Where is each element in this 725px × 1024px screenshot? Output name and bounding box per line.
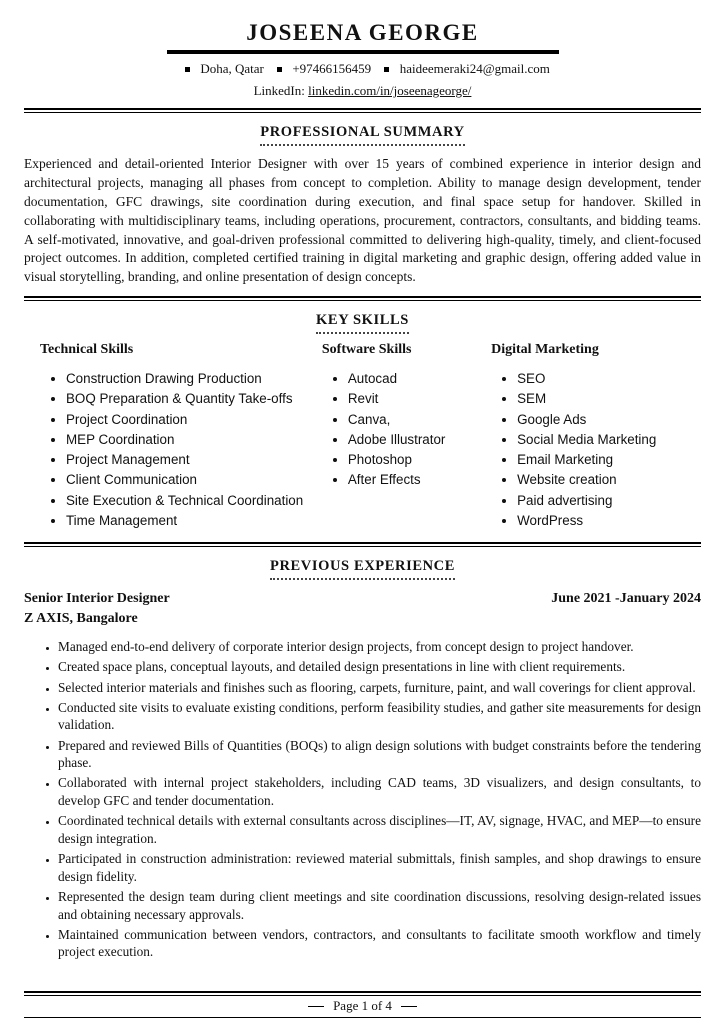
- experience-bullet: • Participated in construction administration: reviewed material submittals, finish samples, and shop drawings to ensure design fidelity.: [58, 850, 701, 885]
- experience-heading-block: [24, 557, 701, 580]
- section-divider: [24, 542, 701, 547]
- skill-item: • Adobe Illustrator: [348, 432, 491, 449]
- job-dates: June 2021 -January 2024: [551, 591, 701, 607]
- skill-item: • Canva,: [348, 412, 491, 429]
- skills-section: [24, 311, 701, 533]
- email-text: haideemeraki24@gmail.com: [399, 61, 550, 76]
- resume-header: [24, 20, 701, 99]
- skill-item: • WordPress: [517, 513, 701, 530]
- skill-item: • After Effects: [348, 472, 491, 489]
- experience-bullet-list: [24, 638, 701, 961]
- skill-item: • Email Marketing: [517, 452, 701, 469]
- experience-bullet: • Maintained communication between vendors, contractors, and consultants to facilitate smooth workflow and timely project execution.: [58, 926, 701, 961]
- experience-bullet: • Created space plans, conceptual layouts, and detailed design presentations in line with client requirements.: [58, 658, 701, 676]
- skill-item: • BOQ Preparation & Quantity Take-offs: [66, 391, 322, 408]
- square-bullet-icon: [185, 67, 190, 72]
- skill-item: • Project Coordination: [66, 412, 322, 429]
- experience-bullet: • Collaborated with internal project stakeholders, including CAD teams, 3D visualizers, and design consultants, to develop GFC and tender documentation.: [58, 774, 701, 809]
- skill-item: • Project Management: [66, 452, 322, 469]
- skill-item: • MEP Coordination: [66, 432, 322, 449]
- skills-column-heading: Digital Marketing: [491, 342, 599, 358]
- skills-column-software: [322, 342, 491, 533]
- footer-dash: [401, 1006, 417, 1007]
- page-footer: [24, 991, 701, 1018]
- skill-item: • Revit: [348, 391, 491, 408]
- skill-item: • Construction Drawing Production: [66, 371, 322, 388]
- skills-column-digital-marketing: [491, 342, 701, 533]
- experience-title: PREVIOUS EXPERIENCE: [269, 558, 456, 575]
- skills-title: KEY SKILLS: [316, 312, 409, 329]
- experience-bullet: • Selected interior materials and finishes such as flooring, carpets, furniture, paint, and wall coverings for client approval.: [58, 679, 701, 697]
- skills-list: [40, 371, 322, 530]
- job-company: Z AXIS, Bangalore: [24, 611, 138, 627]
- skills-list: [322, 371, 491, 489]
- summary-paragraph: Experienced and detail-oriented Interior Designer with over 15 years of combined experience in interior design and architectural projects, managing all phases from concept to completion. Ability to manage design development, tender documentation, GFC drawings, site coordination during execution, and final space setup for handover. Skilled in collaborating with multidisciplinary teams, including operations, procurement, contractors, consultants, and bidding teams. A self-motivated, innovative, and goal-driven professional committed to delivering high-quality, timely, and client-focused project outcomes. In addition, completed certified training in digital marketing and graphic design, offering added value in visual storytelling, branding, and online presentation of design concepts.: [24, 156, 701, 285]
- job-role: Senior Interior Designer: [24, 591, 170, 607]
- square-bullet-icon: [277, 67, 282, 72]
- footer-dash: [308, 1006, 324, 1007]
- summary-heading-block: [24, 123, 701, 146]
- skills-column-heading: Technical Skills: [40, 342, 134, 358]
- experience-bullet: • Managed end-to-end delivery of corporate interior design projects, from concept design to project handover.: [58, 638, 701, 656]
- skill-item: • Website creation: [517, 472, 701, 489]
- skill-item: • SEO: [517, 371, 701, 388]
- heading-dotted-underline: [270, 578, 455, 580]
- job-header: [24, 591, 701, 607]
- section-divider: [24, 108, 701, 113]
- square-bullet-icon: [384, 67, 389, 72]
- skills-columns: [24, 342, 701, 533]
- heading-dotted-underline: [260, 144, 464, 146]
- skill-item: • Social Media Marketing: [517, 432, 701, 449]
- summary-section: [24, 123, 701, 287]
- skill-item: • Paid advertising: [517, 493, 701, 510]
- experience-bullet: • Prepared and reviewed Bills of Quantities (BOQs) to align design solutions with budget constraints before the tendering phase.: [58, 737, 701, 772]
- skill-item: • Photoshop: [348, 452, 491, 469]
- name-underline: [167, 50, 559, 54]
- phone-text: +97466156459: [292, 61, 372, 76]
- skill-item: • Google Ads: [517, 412, 701, 429]
- heading-dotted-underline: [316, 332, 409, 334]
- section-divider: [24, 296, 701, 301]
- candidate-name: JOSEENA GEORGE: [246, 20, 479, 45]
- skill-item: • Time Management: [66, 513, 322, 530]
- skill-item: • Client Communication: [66, 472, 322, 489]
- experience-bullet: • Represented the design team during client meetings and site coordination discussions, resolving design-related issues and obtaining necessary approvals.: [58, 888, 701, 923]
- footer-thin-rule: [24, 1017, 701, 1018]
- experience-bullet: • Conducted site visits to evaluate existing conditions, perform feasibility studies, and gather site measurements for design validation.: [58, 699, 701, 734]
- linkedin-link[interactable]: linkedin.com/in/joseenageorge/: [308, 83, 472, 98]
- page-number: Page 1 of 4: [333, 998, 392, 1013]
- linkedin-label: LinkedIn:: [253, 83, 309, 98]
- skills-heading-block: [24, 311, 701, 334]
- skill-item: • Site Execution & Technical Coordination: [66, 493, 322, 510]
- experience-bullet: • Coordinated technical details with external consultants across disciplines—IT, AV, signage, HVAC, and MEP—to ensure design integration.: [58, 812, 701, 847]
- skill-item: • SEM: [517, 391, 701, 408]
- contact-line: [24, 61, 701, 77]
- footer-text: [24, 996, 701, 1015]
- summary-title: PROFESSIONAL SUMMARY: [260, 124, 465, 140]
- experience-section: [24, 557, 701, 961]
- linkedin-line: [24, 83, 701, 99]
- skills-list: [491, 371, 701, 530]
- skills-column-heading: Software Skills: [321, 342, 412, 358]
- skills-column-technical: [24, 342, 322, 533]
- location-text: Doha, Qatar: [200, 61, 264, 76]
- skill-item: • Autocad: [348, 371, 491, 388]
